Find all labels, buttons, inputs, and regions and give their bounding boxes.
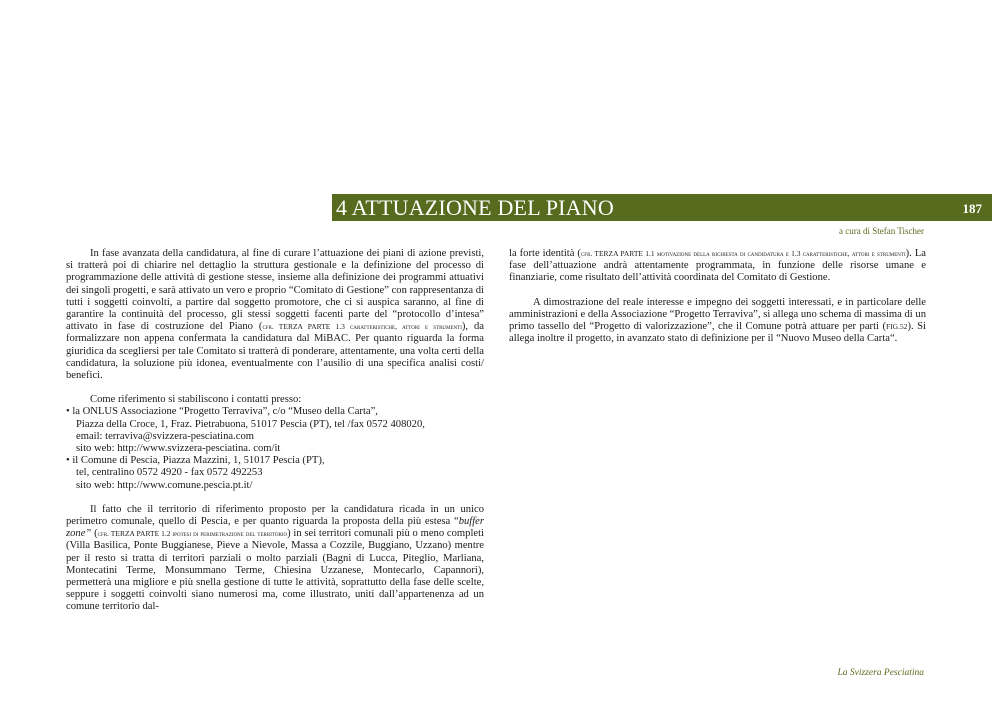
contact-comune-line1: • il Comune di Pescia, Piazza Mazzini, 1, 51017 Pescia (PT), (66, 455, 325, 467)
chapter-title: 4 ATTUAZIONE DEL PIANO (336, 195, 614, 220)
contact-comune-website: sito web: http://www.comune.pescia.pt.it/ (76, 479, 253, 491)
publication-footer: La Svizzera Pesciatina (837, 668, 924, 678)
cross-reference: cfr. TERZA PARTE 1.2 ipotesi di perimetrazione del territorio (97, 529, 288, 539)
paragraph-demonstration: A dimostrazione del reale interesse e impegno dei soggetti interessati, e in particolare delle amministrazioni e della Associazione “Progetto Terraviva”, si allega uno schema di massima di un primo tassello del “Progetto di valorizzazione”, che il Comune potrà attuare per parti (FIG.52). Si allega inoltre il progetto, in avanzato stato di definizione per il “Nuovo Museo della Carta“. (509, 296, 926, 345)
contact-comune-phone: tel, centralino 0572 4920 - fax 0572 492253 (76, 467, 263, 479)
left-column (66, 248, 484, 614)
author-credit: a cura di Stefan Tischer (839, 226, 924, 236)
page-number: 187 (962, 201, 982, 216)
contact-onlus-line1: • la ONLUS Associazione “Progetto Terraviva”, c/o “Museo della Carta”, (66, 406, 378, 418)
right-column (509, 248, 926, 345)
contact-onlus-website: sito web: http://www.svizzera-pesciatina. com/it (76, 443, 281, 455)
contact-onlus-email: email: terraviva@svizzera-pesciatina.com (76, 430, 254, 442)
paragraph-territory: Il fatto che il territorio di riferimento proposto per la candidatura ricada in un unico perimetro comunale, quello di Pescia, e per quanto riguarda la proposta della più estesa “buffer zone” (cfr. TERZA PARTE 1.2 ipotesi di perimetrazione del territorio) in sei territori comunali più o meno completi (Villa Basilica, Ponte Buggianese, Pieve a Nievole, Massa a Cozzile, Buggiano, Uzzano) mentre per il resto si tratta di territori parziali o molto parziali (Bagni di Lucca, Piteglio, Marliana, Montecatini Terme, Monsummano Terme, Chiesina Uzzanese, Montecarlo, Capannori), permetterà una migliore e più snella gestione di tutte le attività, soprattutto della fase delle scelte, seppure i soggetti coinvolti siano numerosi ma, come illustrato, uniti dall’appartenenza ad un comune territorio dal- (66, 503, 484, 613)
cross-reference: cfr. TERZA PARTE 1.3 caratteristiche, attori e strumenti (262, 322, 462, 332)
figure-reference: FIG.52 (886, 322, 908, 332)
contacts-intro: Come riferimento si stabiliscono i contatti presso: (90, 394, 302, 406)
contact-onlus-line2: Piazza della Croce, 1, Fraz. Pietrabuona, 51017 Pescia (PT), tel /fax 0572 408020, (76, 418, 425, 430)
paragraph-identity: la forte identità (cfr. TERZA PARTE 1.1 motivazione della richiesta di candidatura e 1.3 caratteristiche, attori e strumenti). La fase dell’attuazione andrà attentamente programmata, in funzione delle risorse umane e finanziarie, come risultato dell’attività coordinata del Comitato di Gestione. (509, 248, 926, 284)
cross-reference: cfr. TERZA PARTE 1.1 motivazione della richiesta di candidatura e 1.3 caratteristiche, attori e strumenti (580, 249, 906, 258)
paragraph-committee: In fase avanzata della candidatura, al fine di curare l’attuazione dei piani di azione previsti, si tratterà poi di chiarire nel dettaglio la struttura gestionale e la definizione del processo di programmazione delle attività di gestione stesse, insieme alla definizione dei programmi attuativi dei singoli progetti, e sarà attivato un vero e proprio “Comitato di Gestione” con rappresentanza di tutti i soggetti coinvolti, a partire dal soggetto promotore, che ci si auspica saranno, al fine di garantire la continuità del processo, gli stessi soggetti facenti parte del “protocollo d’intesa” attivato in fase di costruzione del Piano (cfr. TERZA PARTE 1.3 caratteristiche, attori e strumenti), da formalizzare non appena confermata la candidatura dal MiBAC. Per quanto riguarda la forma giuridica da scegliersi per tale Comitato si tratterà di ponderare, attentamente, una volta certi della candidatura, la soluzione più idonea, eventualmente con l’ausilio di una specifica analisi costi/ benefici. (66, 248, 485, 382)
